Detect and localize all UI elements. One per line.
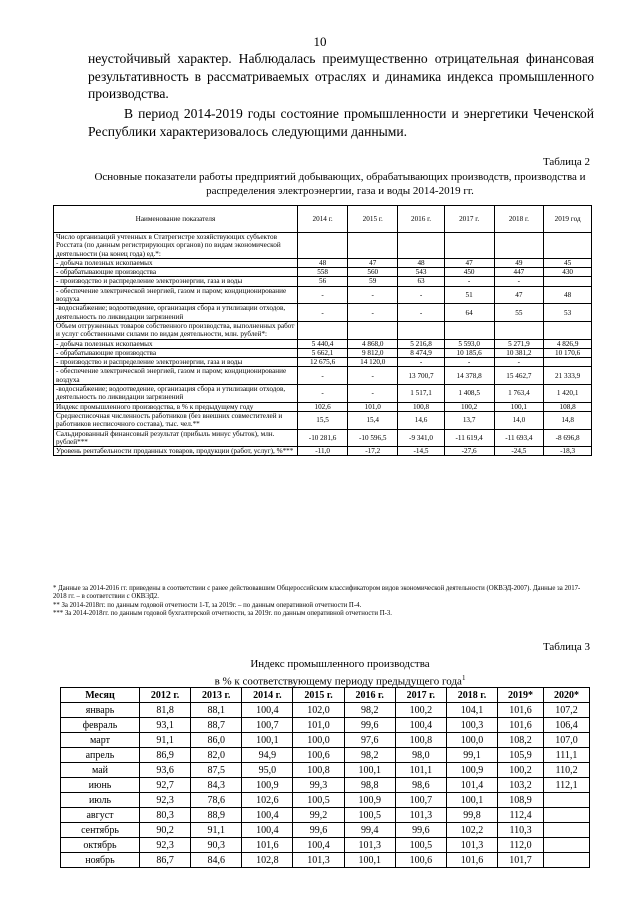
table2-cell: 5 662,1 [298,348,348,357]
table2-cell: -18,3 [544,447,592,456]
table2-cell: 4 868,0 [348,339,398,348]
table3-month: апрель [61,748,140,763]
table3-cell [544,793,590,808]
table-row [54,358,592,367]
table2-cell: 45 [544,258,592,267]
table3-cell: 100,7 [242,718,293,733]
table-row [54,258,592,267]
table2-cell: 15 462,7 [494,367,544,385]
table3-cell: 112,0 [498,838,544,853]
table3-month: февраль [61,718,140,733]
table3-title-line2 [90,671,590,689]
table2-title: Основные показатели работы предприятий добывающих, обрабатывающих производств, производства и распределения электроэнергии, газа и воды 2014-2019 гг. [94,171,586,197]
table2-cell [444,321,494,339]
table3-header-cell: 2012 г. [140,688,191,703]
table3-title [90,657,590,689]
page-number: 10 [313,34,327,49]
table3-cell: 107,0 [544,733,590,748]
table2-cell [544,233,592,259]
table2-cell: 48 [298,258,348,267]
table3-cell: 102,8 [242,853,293,868]
table3-cell: 100,2 [498,763,544,778]
table3-cell: 100,7 [395,793,446,808]
table2-cell: - [298,367,348,385]
footnote: *** За 2014-2018гг. по данным годовой бухгалтерской отчетности, за 2019г. по данным оперативной отчетности П-3. [53,610,392,618]
table2-cell: - [298,304,348,322]
table3-cell: 110,2 [544,763,590,778]
table2-row-label: Число организаций учтенных в Статрегистре хозяйствующих субъектов Росстата (по данным регистрирующих органов) по видам экономической деятельности (на конец года) ед.*: [54,233,298,259]
table3-month: июнь [61,778,140,793]
table2-cell: - [348,367,398,385]
table3-month: сентябрь [61,823,140,838]
table3-label: Таблица 3 [542,641,590,653]
table3-header-cell: 2017 г. [395,688,446,703]
table2-cell: - [494,358,544,367]
table3-cell: 100,4 [293,838,344,853]
table3-cell: 91,1 [140,733,191,748]
table3-cell: 100,1 [344,763,395,778]
table3-cell: 90,2 [140,823,191,838]
table3-title-line2-text: в % к соответствующему периоду предыдущего года [214,675,462,688]
footnote: * Данные за 2014-2016 гг. приведены в соответствии с ранее действовавшим Общероссийским классификатором видов экономической деятельности (ОКВЭД-2007). Данные за 2017-2018 гг. – в соответствии с ОКВЭД2. [53,585,581,601]
table-row [54,233,592,259]
table3-header-cell: 2018 г. [446,688,497,703]
table2-cell: 450 [444,268,494,277]
table-row [61,763,590,778]
table2-cell: 102,6 [298,402,348,411]
table3-cell: 100,6 [395,853,446,868]
table3-header-row [61,688,590,703]
table3-cell: 92,3 [140,793,191,808]
table2-cell: 5 216,8 [398,339,444,348]
table2-cell: 543 [398,268,444,277]
table2-header-cell: 2019 год [544,206,592,233]
table2-header-cell: Наименование показателя [54,206,298,233]
table3-cell: 112,4 [498,808,544,823]
table2-cell [298,321,348,339]
table-row [54,402,592,411]
table3-cell: 100,2 [395,703,446,718]
table2-cell: -17,2 [348,447,398,456]
table2-cell [398,233,444,259]
table2-cell [348,321,398,339]
table-row [54,277,592,286]
table2 [53,205,592,456]
table3-cell: 86,0 [191,733,242,748]
table3-cell: 103,2 [498,778,544,793]
table2-row-label: Объем отгруженных товаров собственного производства, выполненных работ и услуг собственными силами по видам деятельности, млн. рублей*: [54,321,298,339]
table-row [61,718,590,733]
table3-cell: 100,4 [242,808,293,823]
table2-row-label: - добыча полезных ископаемых [54,339,298,348]
table-row [54,447,592,456]
table2-cell: 9 812,0 [348,348,398,357]
table2-cell: 64 [444,304,494,322]
paragraph-1: неустойчивый характер. Наблюдалась преимущественно отрицательная финансовая результативность в рассматриваемых отраслях и динамика индекса промышленного производства. [88,51,594,101]
table3-cell: 104,1 [446,703,497,718]
table2-cell: 10 170,6 [544,348,592,357]
table3-cell: 110,3 [498,823,544,838]
table3-cell: 84,3 [191,778,242,793]
table3-month: июль [61,793,140,808]
table2-header-cell: 2016 г. [398,206,444,233]
table3-cell: 99,3 [293,778,344,793]
paragraph-2: В период 2014-2019 годы состояние промышленности и энергетики Чеченской Республики характеризовалось следующими данными. [88,106,594,139]
table3-cell: 100,9 [344,793,395,808]
table2-cell: 48 [398,258,444,267]
table2-cell [398,321,444,339]
table3-cell: 100,1 [242,733,293,748]
table3-cell [544,808,590,823]
table3-cell: 88,1 [191,703,242,718]
table3-month: май [61,763,140,778]
table2-cell: 447 [494,268,544,277]
table3-cell: 98,8 [344,778,395,793]
table3-cell: 98,2 [344,703,395,718]
table3-cell: 100,4 [242,823,293,838]
table2-cell: - [398,304,444,322]
table3-cell: 81,8 [140,703,191,718]
table2-header-cell: 2017 г. [444,206,494,233]
table2-cell: 21 333,9 [544,367,592,385]
table2-cell: - [348,286,398,304]
table3-cell: 102,2 [446,823,497,838]
table3-month: март [61,733,140,748]
table2-header-row [54,206,592,233]
table2-cell: 1 420,1 [544,385,592,403]
table2-cell: - [444,358,494,367]
table2-cell [298,233,348,259]
table3-cell: 99,1 [446,748,497,763]
table2-cell: 49 [494,258,544,267]
table3-header-cell: Месяц [61,688,140,703]
table-row [54,268,592,277]
table3-header-cell: 2013 г. [191,688,242,703]
table3-cell: 101,6 [498,703,544,718]
table3-cell: 100,1 [446,793,497,808]
table-row [54,304,592,322]
table3-cell: 100,5 [395,838,446,853]
table2-row-label: - обрабатывающие производства [54,348,298,357]
table2-cell: - [398,358,444,367]
table3-cell: 100,5 [293,793,344,808]
table3-month: октябрь [61,838,140,853]
table-row [54,339,592,348]
table3-cell: 90,3 [191,838,242,853]
table3-cell: 99,6 [395,823,446,838]
table3-header-cell: 2014 г. [242,688,293,703]
table3-cell: 100,6 [293,748,344,763]
table2-cell: 10 185,6 [444,348,494,357]
table2-cell [494,233,544,259]
table3-cell: 100,9 [242,778,293,793]
table3-cell: 99,4 [344,823,395,838]
table2-cell: 55 [494,304,544,322]
table2-row-label: Уровень рентабельности проданных товаров, продукции (работ, услуг), %*** [54,447,298,456]
table2-cell: 10 381,2 [494,348,544,357]
table3-cell: 92,3 [140,838,191,853]
table2-cell: - [494,277,544,286]
table3-cell: 92,7 [140,778,191,793]
table3-cell: 99,6 [293,823,344,838]
table2-cell: 5 271,9 [494,339,544,348]
table3-cell: 80,3 [140,808,191,823]
table2-cell: 430 [544,268,592,277]
table3-cell: 100,4 [242,703,293,718]
table3-cell: 94,9 [242,748,293,763]
footnote: ** За 2014-2018гг. по данным годовой отчетности 1-Т, за 2019г. – по данным оперативной отчетности П-4. [53,601,362,609]
table3-cell: 95,0 [242,763,293,778]
table3-cell: 82,0 [191,748,242,763]
table3-cell: 99,2 [293,808,344,823]
table-row [54,286,592,304]
table-row [54,321,592,339]
table2-cell: 558 [298,268,348,277]
table2-cell: - [298,286,348,304]
table3-header-cell: 2020* [544,688,590,703]
table2-cell: 14 378,8 [444,367,494,385]
table-row [61,703,590,718]
table2-cell: -8 696,8 [544,429,592,447]
table3-cell [544,823,590,838]
table2-cell: 51 [444,286,494,304]
table3-cell [544,853,590,868]
table3-cell: 101,3 [344,838,395,853]
table3-header-cell: 2016 г. [344,688,395,703]
table2-body [54,233,592,456]
table2-row-label: Среднесписочная численность работников (без внешних совместителей и работников несписочного состава), тыс. чел.** [54,411,298,429]
table2-cell: 47 [444,258,494,267]
table2-cell: -11 619,4 [444,429,494,447]
table3 [60,687,590,868]
table2-cell: -14,5 [398,447,444,456]
table2-cell: 100,2 [444,402,494,411]
table3-cell: 98,6 [395,778,446,793]
table2-cell: 1 408,5 [444,385,494,403]
table2-row-label: - производство и распределение электроэнергии, газа и воды [54,358,298,367]
table2-header-cell: 2018 г. [494,206,544,233]
table3-cell: 100,1 [344,853,395,868]
table2-cell: 48 [544,286,592,304]
table3-header-cell: 2015 г. [293,688,344,703]
table2-cell: 63 [398,277,444,286]
table3-cell: 88,9 [191,808,242,823]
table2-cell [444,233,494,259]
table2-cell: 12 675,6 [298,358,348,367]
table3-cell: 101,6 [242,838,293,853]
table3-cell: 84,6 [191,853,242,868]
table2-cell: 1 763,4 [494,385,544,403]
table2-cell: -11 693,4 [494,429,544,447]
table3-cell: 101,3 [446,838,497,853]
table2-cell [544,277,592,286]
table2-row-label: - обеспечение электрической энергией, газом и паром; кондиционирование воздуха [54,286,298,304]
table3-title-footnote-mark: 1 [461,674,466,682]
table3-cell: 101,3 [395,808,446,823]
table3-cell: 108,2 [498,733,544,748]
table3-month: январь [61,703,140,718]
table3-cell: 101,4 [446,778,497,793]
table2-cell: - [444,277,494,286]
table3-cell: 111,1 [544,748,590,763]
table-row [54,411,592,429]
table3-cell: 100,0 [293,733,344,748]
table2-cell: 5 593,0 [444,339,494,348]
table-row [61,838,590,853]
table3-month: ноябрь [61,853,140,868]
table2-cell: 14 120,0 [348,358,398,367]
table2-cell: 47 [348,258,398,267]
table-row [54,348,592,357]
table2-cell: -11,0 [298,447,348,456]
table3-cell: 106,4 [544,718,590,733]
table2-cell: 101,0 [348,402,398,411]
table2-label: Таблица 2 [542,156,590,168]
table3-cell: 87,5 [191,763,242,778]
table3-cell: 100,9 [446,763,497,778]
table2-cell: 1 517,1 [398,385,444,403]
table2-cell: -9 341,0 [398,429,444,447]
table2-cell [494,321,544,339]
table2-row-label: -водоснабжение; водоотведение, организация сбора и утилизации отходов, деятельность по ликвидации загрязнений [54,385,298,403]
table3-cell [544,838,590,853]
table3-cell: 100,4 [395,718,446,733]
table3-cell: 91,1 [191,823,242,838]
table2-cell: 560 [348,268,398,277]
table2-cell: 100,8 [398,402,444,411]
table3-month: август [61,808,140,823]
table-row [61,793,590,808]
table3-cell: 98,0 [395,748,446,763]
table-row [61,853,590,868]
table3-cell: 100,3 [446,718,497,733]
table2-cell [544,358,592,367]
table3-cell: 100,8 [293,763,344,778]
table2-cell: -27,6 [444,447,494,456]
table2-cell [544,321,592,339]
table2-cell: 108,8 [544,402,592,411]
table2-cell: 8 474,9 [398,348,444,357]
table2-cell: 14,8 [544,411,592,429]
table2-cell: 56 [298,277,348,286]
table2-cell: -10 281,6 [298,429,348,447]
table3-cell: 86,9 [140,748,191,763]
table2-cell [348,233,398,259]
table3-cell: 108,9 [498,793,544,808]
table3-cell: 88,7 [191,718,242,733]
table2-cell: 15,5 [298,411,348,429]
table2-cell: 47 [494,286,544,304]
table2-cell: 14,6 [398,411,444,429]
table2-cell: 14,0 [494,411,544,429]
table3-cell: 101,3 [293,853,344,868]
table2-cell: - [348,304,398,322]
table3-title-line1: Индекс промышленного производства [250,658,430,670]
table3-cell: 99,6 [344,718,395,733]
table2-row-label: - добыча полезных ископаемых [54,258,298,267]
table3-cell: 101,0 [293,718,344,733]
table-row [61,808,590,823]
table2-cell: 5 440,4 [298,339,348,348]
table3-cell: 99,8 [446,808,497,823]
table2-header-cell: 2015 г. [348,206,398,233]
table3-cell: 78,6 [191,793,242,808]
table3-cell: 102,6 [242,793,293,808]
table3-cell: 86,7 [140,853,191,868]
table2-cell: 59 [348,277,398,286]
table2-cell: -10 596,5 [348,429,398,447]
table3-cell: 97,6 [344,733,395,748]
table3-header-cell: 2019* [498,688,544,703]
table3-cell: 101,7 [498,853,544,868]
table3-cell: 100,8 [395,733,446,748]
table3-cell: 93,1 [140,718,191,733]
table2-row-label: -водоснабжение; водоотведение, организация сбора и утилизации отходов, деятельность по ликвидации загрязнений [54,304,298,322]
table3-cell: 98,2 [344,748,395,763]
table-row [61,733,590,748]
table2-cell: -24,5 [494,447,544,456]
table3-cell: 93,6 [140,763,191,778]
table-row [54,385,592,403]
table2-cell: - [348,385,398,403]
table3-cell: 105,9 [498,748,544,763]
table2-cell: 13,7 [444,411,494,429]
table2-row-label: - производство и распределение электроэнергии, газа и воды [54,277,298,286]
table2-header-cell: 2014 г. [298,206,348,233]
table2-row-label: - обеспечение электрической энергией, газом и паром; кондиционирование воздуха [54,367,298,385]
table3-cell: 100,0 [446,733,497,748]
table-row [54,429,592,447]
table2-row-label: Сальдированный финансовый результат (прибыль минус убыток), млн. рублей*** [54,429,298,447]
table3-cell: 101,6 [498,718,544,733]
table-row [61,823,590,838]
table2-row-label: - обрабатывающие производства [54,268,298,277]
table-row [61,778,590,793]
table3-cell: 102,0 [293,703,344,718]
table2-cell: 13 700,7 [398,367,444,385]
table2-cell: 15,4 [348,411,398,429]
table2-cell: 100,1 [494,402,544,411]
table2-cell: - [398,286,444,304]
table3-cell: 112,1 [544,778,590,793]
table2-row-label: Индекс промышленного производства, в % к предыдущему году [54,402,298,411]
table3-cell: 101,6 [446,853,497,868]
table3-cell: 107,2 [544,703,590,718]
table3-cell: 101,1 [395,763,446,778]
footnotes [53,585,593,619]
table-row [54,367,592,385]
table2-cell: - [298,385,348,403]
table2-cell: 53 [544,304,592,322]
table-row [61,748,590,763]
table3-cell: 100,5 [344,808,395,823]
table2-cell: 4 826,9 [544,339,592,348]
table3-body [61,703,590,868]
